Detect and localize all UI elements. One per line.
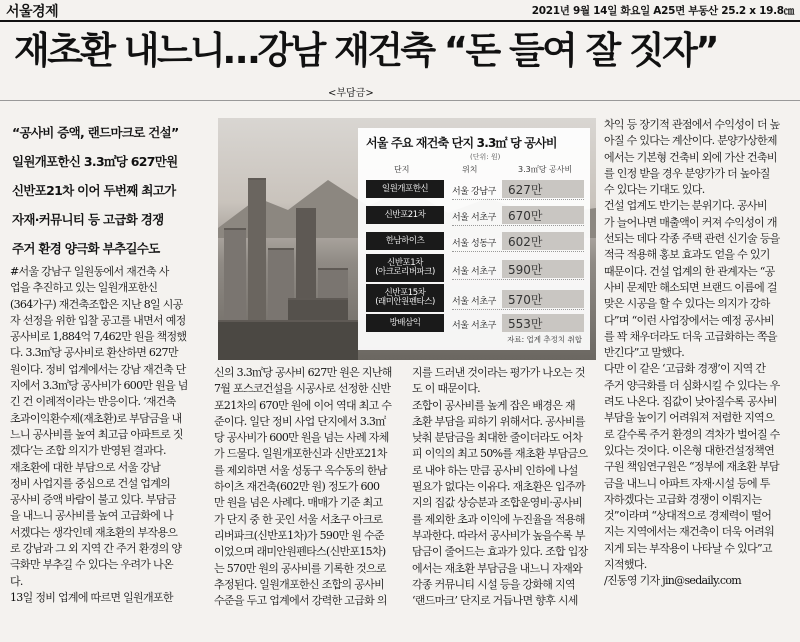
article-line: 준이다. 일단 정비 사업 단지에서 3.3㎡ [214,414,386,428]
article-line: 다. [10,574,23,588]
row-divider [452,199,584,200]
table-row [358,178,590,200]
row-divider [452,225,584,226]
dateline: 2021년 9월 14일 화요일 A25면 부동산 25.2 x 19.8㎝ [531,5,794,17]
article-line: 자하겠다는 고급화 경쟁이 이뤄지는 [604,492,762,506]
article-line: 지의 집값 상승분과 조합운영비·공사비 [412,496,583,510]
article-line: 를 꽉 채우더라도 더욱 고급화하는 쪽을 [604,329,777,343]
article-line: 느니 공사비를 높여 최고급 아파트로 짓 [10,427,183,441]
article-line: 13일 정비 업계에 따르면 일원개포한 [10,590,173,604]
subhead: “공사비 증액, 랜드마크로 건설” [12,125,179,140]
article-line: 다. 3.3㎡당 공사비로 환산하면 627만 [10,346,178,360]
article-line: (364가구) 재건축조합은 지난 8일 시공 [10,297,183,311]
article-line: 만 원을 넘은 사례다. 매매가 기준 최고 [214,496,383,510]
complex-location: 서울 서초구 [452,213,496,223]
cost-value: 553만 [508,317,543,331]
article-line: 주거 양극화를 더 심화시킬 수 있다는 우 [604,378,780,392]
complex-name: 방배삼익 [366,314,444,332]
article-line: 신의 3.3㎡당 공사비 627만 원은 지난해 [214,366,392,379]
article-line: 반긴다”고 말했다. [604,346,684,360]
article-line: 겠다’는 조합 의지가 반영된 결과다. [10,444,166,458]
article-line: 수 있다는 기대도 있다. [604,183,705,197]
article-line: 당 공사비가 600만 원을 넘는 사례 자체 [214,431,389,445]
article-line: 다만 이 같은 ‘고급화 경쟁’이 지역 간 [604,362,766,376]
article-line: 초과이익환수제(재초환)로 부담금을 내 [10,411,182,425]
article-line: 리버파크(신반포1차)가 590만 원 수준 [214,528,384,542]
article-line: 서겠다는 생각인데 재초환의 부작용으 [10,525,178,539]
cost-value: 570만 [508,293,543,307]
article-line: 구원 책임연구원은 “정부에 재초환 부담 [604,460,779,474]
article-column-3 [412,365,600,609]
article-line: 때문이다. 건설 업계의 한 관계자는 “공 [604,264,775,278]
cost-value: 590만 [508,263,543,277]
table-row [358,288,590,310]
row-divider [452,251,584,252]
article-line: 피 이익의 최고 50%를 재초환 부담금으 [412,447,588,461]
article-line: ‘랜드마크’ 단지로 거듭나면 향후 시세 [412,594,578,608]
infographic-source: 자료: 업계 추정치 취합 [507,335,582,344]
article-line: 려도 나온다. 집값이 낮아질수록 공사비 [604,395,777,409]
article-line: 을 내느니 공사비를 높여 고급화에 나 [10,509,173,523]
article-line: 포21차의 670만 원에 이어 역대 최고 수 [214,398,392,412]
article-line: 를 제외한 초과 이익에 누진율을 적용해 [412,512,585,526]
article-column-2 [214,365,406,609]
article-line: 지에서 3.3㎡당 공사비가 600만 원을 넘 [10,379,188,393]
article-line: 원이다. 정비 업계에서는 강남 재건축 단 [10,362,186,376]
article-line: 초환 부담을 피하기 위해서다. 공사비를 [412,414,585,428]
article-line: 차익 등 장기적 관점에서 수익성이 더 높 [604,118,780,131]
article-line: 7월 포스코건설을 시공사로 선정한 신반 [214,382,391,396]
article-line: 하이츠 재건축(602만 원) 정도가 600 [214,480,380,494]
article-line: 에서는 재초환 부담금을 내느니 자재와 [412,561,583,575]
article-line: #서울 강남구 일원동에서 재건축 사 [10,265,169,278]
article-line: 업을 추진하고 있는 일원개포한신 [10,281,158,295]
subhead: 자재·커뮤니티 등 고급화 경쟁 [12,212,164,227]
complex-name: 일원개포한신 [366,180,444,198]
complex-name: 신반포21차 [366,206,444,224]
article-line: /진동영 기자 jin@sedaily.com [604,574,741,588]
complex-name: 한남하이츠 [366,232,444,250]
cost-value: 602만 [508,235,543,249]
article-line: 로 내야 하는 만큼 공사비 인하에 나설 [412,463,578,477]
article-line: 공사비 증액 바람이 불고 있다. 부담금 [10,493,176,507]
article-line: 정비 사업지를 중심으로 건설 업계의 [10,476,171,490]
article-line: 재초환에 대한 부담으로 서울 강남 [10,460,161,474]
article-line: 맞은 시공을 할 수 있다는 의지가 강하 [604,297,770,311]
article-line: 가 드물다. 일원개포한신과 신반포21차 [214,447,387,461]
article-line: 금을 내느니 아파트 자재·시설 등에 투 [604,476,770,490]
article-line: 사비 문제만 해소되면 브랜드 이름에 걸 [604,280,777,294]
top-bar [0,0,800,22]
article-line: 부과한다. 따라서 공사비가 높을수록 부 [412,528,585,542]
subhead: 주거 환경 양극화 부추길수도 [12,241,160,256]
col-header-complex: 단지 [394,165,410,174]
cost-infographic [358,128,590,350]
article-line: 를 제외하면 서울 성동구 옥수동의 한남 [214,463,387,477]
article-line: 각종 커뮤니티 시설 등을 강화해 지역 [412,577,575,591]
complex-location: 서울 강남구 [452,187,496,197]
article-line: 가 단지 중 한 곳인 서울 서초구 아크로 [214,512,383,526]
article-line: 지게 되는 부작용이 나타날 수 있다”고 [604,541,772,555]
article-line: 로 갈수록 주거 환경의 격차가 벌어질 수 [604,427,780,441]
article-line: 다”며 “이런 사업장에서는 예정 공사비 [604,313,774,327]
article-line: 지를 드러낸 것이라는 평가가 나오는 것 [412,366,585,379]
masthead: 서울경제 [6,4,59,20]
article-line: 자 선정을 위한 입찰 공고를 내면서 예정 [10,313,186,327]
infographic-unit: (단위: 원) [470,153,501,161]
article-line: 이었으며 래미안원펜타스(신반포15차) [214,545,386,559]
article-line: 필요가 없다는 이유다. 재초환은 입주까 [412,480,585,494]
table-row [358,204,590,226]
article-line: 조합이 공사비를 높게 잡은 배경은 재 [412,398,575,412]
article-line: 담금이 줄어드는 효과가 있다. 조합 입장 [412,545,588,559]
article-line: 낮춰 분담금을 최대한 줄이더라도 어차 [412,431,583,445]
article-line: 수준을 두고 업계에서 강력한 고급화 의 [214,594,387,608]
subhead: 일원개포한신 3.3㎡당 627만원 [12,154,178,169]
complex-location: 서울 서초구 [452,297,496,307]
headline-divider [0,100,800,101]
article-line: 를 인정 받을 경우 분양가가 더 높아질 [604,166,770,180]
article-line: 로 강남과 그 외 지역 간 주거 환경의 양 [10,542,182,556]
article-line: 있다는 것이다. 이은형 대한건설정책연 [604,443,775,457]
section-tag: <부담금> [328,88,374,99]
article-line: 극화만 부추길 수 있다는 우려가 나온 [10,558,173,572]
headline: 재초환 내느니…강남 재건축 “돈 들여 잘 짓자” [14,29,717,72]
article-line: 공사비로 1,884억 7,462만 원을 책정했 [10,330,187,344]
article-line: 것”이라며 “상대적으로 경제력이 떨어 [604,509,772,523]
cost-value: 670만 [508,209,543,223]
article-column-4 [604,117,796,590]
article-line: 선되는 데다 각종 주택 관련 신기술 등을 [604,232,780,246]
article-line: 부담을 높이기 어려워져 저렴한 지역으 [604,411,775,425]
article-line: 가 늘어나면 매출액이 커져 수익성이 개 [604,215,777,229]
complex-name: 신반포15차 (래미안원펜타스) [366,284,444,312]
row-divider [452,309,584,310]
table-row [358,312,590,334]
building [218,320,358,360]
col-header-location: 위치 [462,165,478,174]
table-row [358,258,590,280]
infographic-title: 서울 주요 재건축 단지 3.3㎡ 당 공사비 [366,136,557,150]
subhead: 신반포21차 이어 두번째 최고가 [12,183,176,198]
article-line: 에서는 기본형 건축비 외에 가산 건축비 [604,150,777,164]
table-row [358,230,590,252]
article-line: 건설 업계도 반기는 분위기다. 공사비 [604,199,767,213]
article-line: 적극 적용해 홍보 효과도 얻을 수 있기 [604,248,770,262]
article-column-1 [10,264,206,606]
article-line: 지는 지역에서는 재건축이 더욱 어려워 [604,525,775,539]
article-line: 긴 건 이례적이라는 반응이다. ‘재건축 [10,395,176,409]
complex-location: 서울 서초구 [452,267,496,277]
cost-value: 627만 [508,183,543,197]
complex-name: 신반포1차 (아크로리버파크) [366,254,444,282]
subheads [12,118,212,263]
article-line: 아질 수 있다는 계산이다. 분양가상한제 [604,134,777,148]
article-line: 도 이 때문이다. [412,382,480,396]
article-line: 지적했다. [604,558,647,572]
article-line: 추정된다. 일원개포한신 조합의 공사비 [214,577,385,591]
article-line: 는 570만 원의 공사비를 기록한 것으로 [214,561,386,575]
col-header-cost: 3.3㎡당 공사비 [518,165,573,174]
complex-location: 서울 성동구 [452,239,496,249]
row-divider [452,279,584,280]
complex-location: 서울 서초구 [452,321,496,331]
